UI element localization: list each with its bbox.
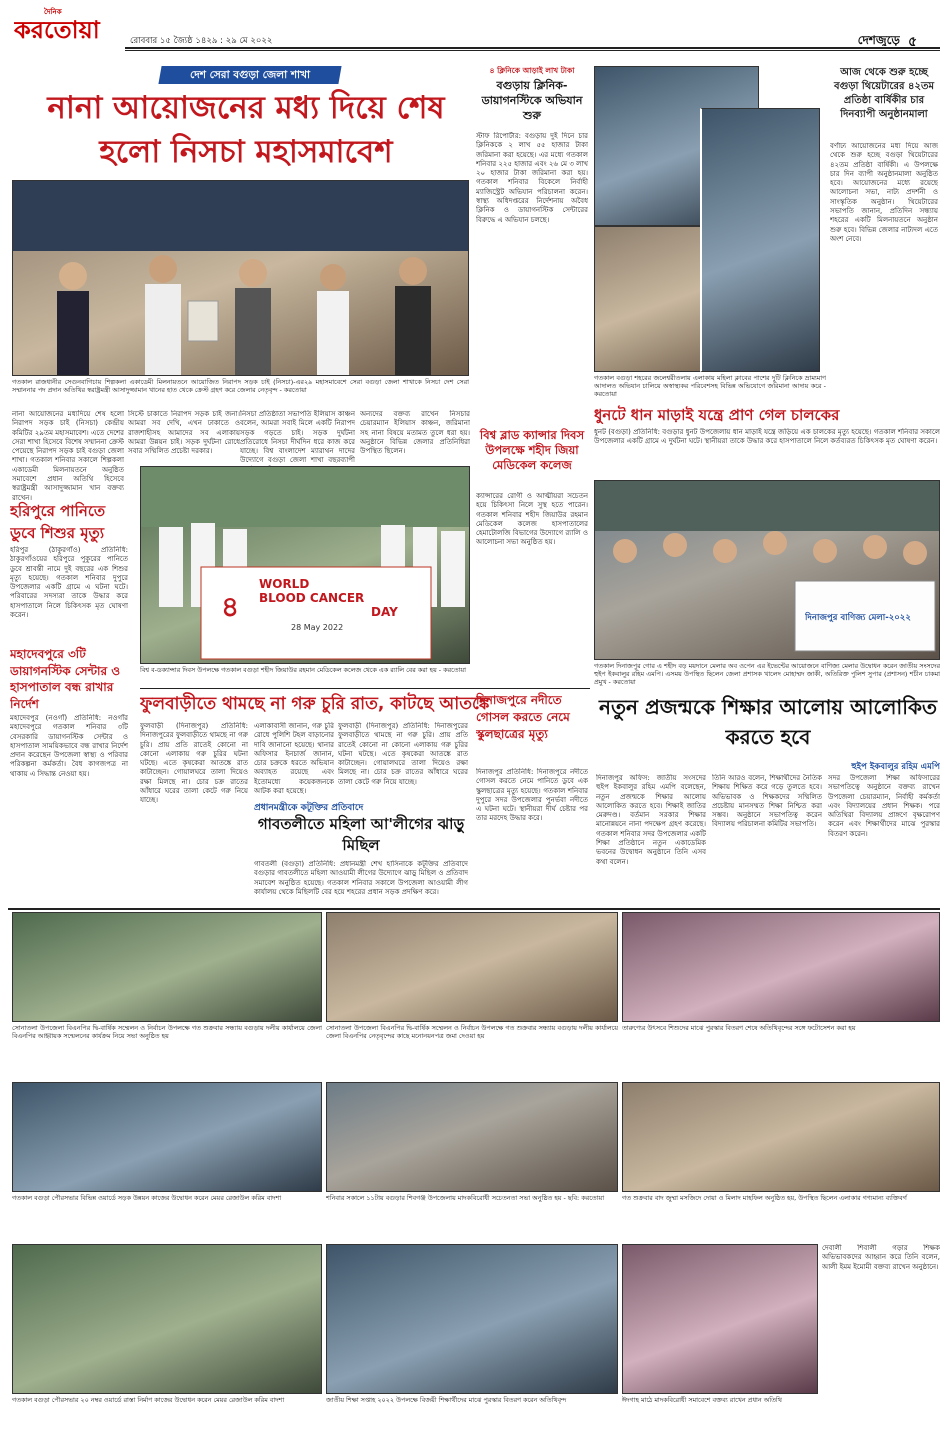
lead-photo-figures [13, 181, 469, 376]
lead-body-col2: সিস্টে চাকাতে নিরাপদ সড়ক চাই জনা। আমরা সব দেখি, এখন ঢাকাতে ও রাজশাহীসহ আমাদের সব এলাকায় আমরা উন্নয়ন চাই। সড়ক দুর্ঘটনা রোধে সবার সম্মিলিত প্রচেষ্টা দরকার। [128, 410, 240, 456]
trade-fair-banner: দিনাজপুর বাণিজ্য মেলা-২০২২ [805, 613, 911, 623]
iqbal-body-1: দিনাজপুর অফিস: জাতীয় সংসদের হুইপ ইকবালুর রহিম এমপি বলেছেন, নতুন প্রজন্মকে শিক্ষার আলোয় আলোকিত করতে হবে। শিক্ষাই জাতির মেরুদণ্ড। বর্তমান সরকার শিক্ষার মানোন্নয়নে নানা পদক্ষেপ গ্রহণ করেছে। গতকাল শনিবার সদর উপজেলার একটি শিক্ষা প্রতিষ্ঠানে নতুন একাডেমিক ভবনের উদ্বোধন অনুষ্ঠানে তিনি এসব কথা বলেন। [596, 774, 706, 866]
trade-fair-figures [595, 481, 940, 660]
cancer-rally-photo [140, 466, 470, 664]
iqbal-body-2: তিনি আরও বলেন, শিক্ষার্থীদের নৈতিক শিক্ষায় শিক্ষিত করে গড়ে তুলতে হবে। অভিভাবক ও শিক্ষকদের সম্মিলিত প্রচেষ্টায় মানসম্মত শিক্ষা নিশ্চিত করা সম্ভব। অনুষ্ঠানে সভাপতিত্ব করেন বিদ্যালয় পরিচালনা কমিটির সভাপতি। [712, 774, 822, 829]
grid-caption-3: তারুণ্যের উৎসবে শিশুদের মাঝে পুরস্কার বিতরণ শেষে অতিথিবৃন্দের সঙ্গে ফটোসেশন করা হয় [622, 1024, 856, 1032]
grid-photo-8 [326, 1244, 618, 1394]
grid-photo-3 [622, 912, 940, 1022]
grid-caption-7: গতকাল বগুড়া পৌরসভার ২০ নম্বর ওয়ার্ডে রাস্তা নির্মাণ কাজের উদ্বোধন করেন মেয়র রেজাউল করিম বাদশা [12, 1396, 285, 1404]
clinic-kicker: ৪ ক্লিনিকে আড়াই লাখ টাকা [489, 66, 575, 75]
lead-body-right: অন্যদের বক্তব্য রাখেন নিসচার চেয়ারম্যান ইলিয়াস কাঞ্চন, জরিমানা সহ নানা বিষয়ে মতামত তুলে ধরা হয়। অনুষ্ঠানে বিভিন্ন জেলার প্রতিনিধিরা উপস্থিত ছিলেন। [360, 410, 470, 456]
gabtali-body: গাবতলী (বগুড়া) প্রতিনিধি: প্রধানমন্ত্রী শেখ হাসিনাকে কটূক্তির প্রতিবাদে বগুড়ার গাবতলীতে মহিলা আওয়ামী লীগের উদ্যোগে ঝাড়ু মিছিল ও প্রতিবাদ সমাবেশ অনুষ্ঠিত হয়েছে। গতকাল শনিবার সকালে উপজেলা আওয়ামী লীগ কার্যালয় থেকে মিছিলটি বের হয়ে শহরের প্রধান সড়ক প্রদক্ষিণ করে। [254, 860, 468, 896]
dinajpur-drown-body: দিনাজপুর প্রতিনিধি: দিনাজপুরে নদীতে গোসল করতে নেমে পানিতে ডুবে এক স্কুলছাত্রের মৃত্যু হয়েছে। গতকাল শনিবার দুপুরে সদর উপজেলার পুনর্ভবা নদীতে এ ঘটনা ঘটে। স্থানীয়রা দীর্ঘ চেষ্টার পর তার মরদেহ উদ্ধার করে। [476, 768, 588, 823]
section-divider-1 [140, 688, 590, 689]
grid-photo-4 [12, 1082, 322, 1192]
grid-caption-1: সোনাতলা উপজেলা বিএনপির দ্বি-বার্ষিক সম্মেলন ও নির্বাচন উপলক্ষে গত শুক্রবার সন্ধ্যায় বগুড়ায় দলীয় কার্যালয়ে জেলা বিএনপির আহ্বায়ক সন্মেলনের কার্যক্রম নিয়ে সভা অনুষ্ঠিত হয় [12, 1024, 322, 1041]
masthead-rule [125, 47, 940, 49]
logo-small-text: দৈনিক [44, 8, 62, 16]
grid-photo-2 [326, 912, 618, 1022]
grid-photo-6 [622, 1082, 940, 1192]
clinic-raid-caption: গতকাল বগুড়া শহরের জলেশ্বরীতলায় এলাকায় মহিলা ক্লাবের পাশের দুটি ক্লিনিকে ভ্রাম্যমাণ আদালত অভিযান চালিয়ে অস্বাস্থ্যকর পরিবেশসহ বিভিন্ন অভিযোগে জরিমানা আদায় করে - করতোয়া [594, 374, 826, 399]
lead-photo [12, 180, 469, 376]
cancer-banner-word1: WORLD [259, 577, 310, 591]
dinajpur-drown-headline: দিনাজপুরে নদীতে গোসল করতে নেমে স্কুলছাত্রের মৃত্যু [476, 693, 570, 741]
fulbari-body-3: ফুলবাড়ী (দিনাজপুর) প্রতিনিধি: দিনাজপুরের ফুলবাড়ীতে থামছে না গরু চুরি। প্রায় প্রতি রাতেই কোনো না কোনো এলাকায় গরু চুরির ঘটনা ঘটছে। এতে কৃষকেরা আতঙ্কে রাত কাটাচ্ছেন। গোয়ালঘরে তালা দিয়েও রক্ষা মিলছে না। চোর চক্র রাতের আঁধারে ঘরের তালা কেটে গরু নিয়ে যাচ্ছে। [338, 722, 468, 786]
mahadevpur-body: মহাদেবপুর (নওগাঁ) প্রতিনিধি: নওগাঁর মহাদেবপুরে গতকাল শনিবার ৩টি বেসরকারি ডায়াগনস্টিক সেন্টার ও হাসপাতাল সাময়িকভাবে বন্ধ রাখার নির্দেশ প্রদান করেছেন উপজেলা স্বাস্থ্য ও পরিবার পরিকল্পনা কর্মকর্তা। বৈধ কাগজপত্র না থাকায় এ সিদ্ধান্ত নেওয়া হয়। [10, 714, 128, 778]
trade-fair-photo [594, 480, 940, 660]
blood-day-body: ক্যান্সারের রোগী ও আত্মীয়রা সচেতন হয়ে চিকিৎসা নিলে সুস্থ হতে পারেন। গতকাল শনিবার শহীদ জিয়াউর রহমান মেডিকেল কলেজ হাসপাতালের হেমাটোলজি বিভাগের উদ্যোগে র‌্যালি ও আলোচনা সভা অনুষ্ঠিত হয়। [476, 492, 588, 547]
thresher-headline: ধুনটে ধান মাড়াই যন্ত্রে প্রাণ গেল চালকের [594, 406, 840, 424]
fulbari-body-1: ফুলবাড়ী (দিনাজপুর) প্রতিনিধি: দিনাজপুরের ফুলবাড়ীতে থামছে না গরু চুরি। প্রায় প্রতি রাতেই কোনো না কোনো এলাকায় গরু চুরির ঘটনা ঘটছে। এতে কৃষকেরা আতঙ্কে রাত কাটাচ্ছেন। গোয়ালঘরে তালা দিয়েও রক্ষা মিলছে না। চোর চক্র রাতের আঁধারে ঘরের তালা কেটে গরু নিয়ে যাচ্ছে। [140, 722, 248, 805]
grid-caption-5: শনিবার সকালে ১১টায় বগুড়ার শিবগঞ্জ উপজেলায় মাদকবিরোধী সচেতনতা সভা অনুষ্ঠিত হয় - ছবি: করতোয়া [326, 1194, 605, 1202]
issue-date: রোববার ১৫ জ্যৈষ্ঠ ১৪২৯ : ২৯ মে ২০২২ [130, 36, 273, 46]
lead-banner [158, 66, 341, 84]
lead-headline: নানা আয়োজনের মধ্য দিয়ে শেষ হলো নিসচা মহাসমাবেশ [47, 90, 445, 170]
harpur-headline: হরিপুরে পানিতে ডুবে শিশুর মৃত্যু [10, 502, 106, 542]
grid-caption-9: ঈদগাহ মাঠে মাদকবিরোধী সমাবেশে বক্তব্য রাখেন প্রধান অতিথি [622, 1396, 782, 1404]
gabtali-headline: গাবতলীতে মহিলা আ'লীগের ঝাড়ু মিছিল [257, 815, 465, 854]
grid-caption-2: সোনাতলা উপজেলা বিএনপির দ্বি-বার্ষিক সম্মেলন ও নির্বাচন উপলক্ষে গত শুক্রবার সন্ধ্যায় বগুড়ায় দলীয় কার্যালয়ে জেলা বিএনপির নেতৃবৃন্দের কাছে মনোনয়নপত্র জমা দেওয়া হয় [326, 1024, 618, 1041]
theatre-headline: আজ থেকে শুরু হচ্ছে বগুড়া থিয়েটারের ৪২তম প্রতিষ্ঠা বার্ষিকীর চার দিনব্যাপী অনুষ্ঠানমালা [833, 67, 935, 120]
masthead-rule-2 [125, 50, 940, 51]
section-name: দেশজুড়ে [857, 33, 900, 46]
cancer-banner-number: ৪ [221, 590, 240, 623]
grid-caption-4: গতকাল বগুড়া পৌরসভার বিভিন্ন ওয়ার্ডে সড়ক উন্নয়ন কাজের উদ্বোধন করেন মেয়র রেজাউল করিম বাদশা [12, 1194, 282, 1202]
thresher-body: ধুনট (বগুড়া) প্রতিনিধি: বগুড়ার ধুনট উপজেলায় ধান মাড়াই যন্ত্রে জড়িয়ে এক চালকের মৃত্যু হয়েছে। গতকাল শনিবার সকালে উপজেলার একটি গ্রামে এ দুর্ঘটনা ঘটে। স্থানীয়রা তাকে উদ্ধার করে হাসপাতালে নিলে কর্তব্যরত চিকিৎসক মৃত ঘোষণা করেন। [594, 428, 940, 446]
cancer-banner-word2: BLOOD CANCER [259, 591, 365, 605]
logo-text: করতোয়া [14, 15, 100, 44]
cancer-banner-date: 28 May 2022 [291, 623, 344, 632]
page-number: ৫ [908, 34, 918, 46]
grid-caption-8: জাতীয় শিক্ষা সপ্তাহ ২০২২ উপলক্ষে বিজয়ী শিক্ষার্থীদের মাঝে পুরস্কার বিতরণ করেন অতিথিবৃন্দ [326, 1396, 567, 1404]
photo-grid-divider [8, 908, 940, 910]
lead-banner-text: দেশ সেরা বগুড়া জেলা শাখা [189, 69, 311, 81]
cancer-rally-caption: বিশ্ব ব-ডক্যান্সার দিবস উপলক্ষে গতকাল বগুড়া শহীদ জিয়াউর রহমান মেডিকেল কলেজ থেকে এক র‌্যালি বের করা হয় - করতোয়া [140, 666, 466, 674]
clinic-raid-photo-3 [700, 108, 820, 372]
harpur-body: হরিপুর (ঠাকুরগাঁও) প্রতিনিধি: ঠাকুরগাঁওয়ের হরিপুরে পুকুরের পানিতে ডুবে শ্রাবন্তী নামে দুই বছরের এক শিশুর মৃত্যু হয়েছে। গতকাল শনিবার দুপুরে উপজেলার একটি গ্রামে এ ঘটনা ঘটে। পরিবারের সদস্যরা তাকে উদ্ধার করে হাসপাতালে নিলে চিকিৎসক মৃত ঘোষণা করেন। [10, 546, 128, 620]
grid-photo-1 [12, 912, 322, 1022]
fulbari-body-2: এলাকাবাসী জানান, গরু চুরি রোধে পুলিশি টহল বাড়ানোর দাবি জানানো হয়েছে। থানার অফিসার ইনচার্জ জানান, চোর চক্রকে ধরতে অভিযান অব্যাহত রয়েছে এবং ইতোমধ্যে কয়েকজনকে আটক করা হয়েছে। [254, 722, 334, 796]
bottom-right-text: দেবালী শিবালী গড়ার শিক্ষক অভিভাবকদের আহ্বান করে তিনি বলেন, আলী ইমম ইমোমী বক্তব্য রাখেন অনুষ্ঠানে। [822, 1244, 940, 1271]
iqbal-byline: হুইপ ইকবালুর রহিম এমপি [851, 762, 940, 772]
trade-fair-caption: গতকাল দিনাজপুর গোর এ শহীদ বড় ময়দানে মেলার অব ওপেন এর ইভেন্টের আয়োজনে বাণিজ্য মেলার উদ্বোধন করেন জাতীয় সংসদের হুইপ ইকবালুর রহিম এমপি। এসময় উপস্থিত ছিলেন জেলা প্রশাসক খালেদ মোহাম্মদ জাকী, অতিরিক্ত পুলিশ সুপার (প্রশাসন) শচীন চাকমা প্রমুখ - করতোয়া [594, 662, 940, 687]
gabtali-kicker: প্রধানমন্ত্রীকে কটূক্তির প্রতিবাদে [254, 803, 364, 812]
iqbal-headline: নতুন প্রজন্মকে শিক্ষার আলোয় আলোকিত করতে হবে [599, 695, 937, 749]
theatre-body: বর্ণাঢ্য আয়োজনের মধ্য দিয়ে আজ থেকে শুরু হচ্ছে বগুড়া থিয়েটারের ৪২তম প্রতিষ্ঠা বার্ষিকী। এ উপলক্ষে চার দিন ব্যাপী অনুষ্ঠানমালা অনুষ্ঠিত হবে। আয়োজনের মধ্যে রয়েছে আলোচনা সভা, নাট্য প্রদর্শনী ও সাংস্কৃতিক অনুষ্ঠান। থিয়েটারের সভাপতি জানান, প্রতিদিন সন্ধ্যায় শহরের একটি মিলনায়তনে অনুষ্ঠান শুরু হবে। বিভিন্ন জেলার নাট্যদল এতে অংশ নেবে। [830, 142, 938, 243]
lead-body-col1: নানা আয়োজনের মধ্যদিয়ে শেষ হলো নিরাপদ সড়ক চাই (নিসচা) কেন্দ্রীয় কমিটির ২৯তম মহাসমাবেশ। এতে দেশের সেরা শাখা হিসেবে বিশেষ সম্মাননা ক্রেস্ট পেয়েছে নিরাপদ সড়ক চাই বগুড়া জেলা শাখা। গতকাল শনিবার সকালে শিল্পকলা একাডেমী মিলনায়তনে অনুষ্ঠিত সমাবেশে প্রধান অতিথি হিসেবে স্বরাষ্ট্রমন্ত্রী আসাদুজ্জামান খান বক্তব্য রাখেন। [12, 410, 124, 502]
grid-caption-6: গত শুক্রবার বাদ জুম্মা মসজিদে দোয়া ও মিলাদ মাহফিল অনুষ্ঠিত হয়, উপস্থিত ছিলেন এলাকার গণ্যমান্য ব্যক্তিবর্গ [622, 1194, 907, 1202]
blood-day-headline: বিশ্ব ব্লাড ক্যান্সার দিবস উপলক্ষে শহীদ জিয়া মেডিকেল কলেজ [479, 428, 585, 472]
grid-photo-9 [622, 1244, 818, 1394]
newspaper-logo [14, 2, 124, 44]
fulbari-headline: ফুলবাড়ীতে থামছে না গরু চুরি রাত, কাটছে আতঙ্কে [140, 694, 490, 714]
grid-photo-7 [12, 1244, 322, 1394]
lead-photo-caption: গতকাল রাজধানীর সেগুনবাগিচায় শিল্পকলা একাডেমী মিলনায়তনে আয়োজিত নিরাপদ সড়ক চাই (নিসচা)-এর২৯ মহাসমাবেশে সেরা বগুড়া জেলা শাখাকে নিসচা দেশ সেরা সম্মাননার পদ প্রদান অতিথির স্বরাষ্ট্রমন্ত্রী আসাদুজ্জামান খানের হাত থেকে ক্রেস্ট গ্রহণ করে জেলার নেতৃবৃন্দ - করতোয়া [12, 378, 469, 395]
grid-photo-5 [326, 1082, 618, 1192]
clinic-body: স্টাফ রিপোর্টার: বগুড়ায় দুই দিনে চার ক্লিনিককে ২ লাখ ৫৫ হাজার টাকা জরিমানা করা হয়েছে। এর মধ্যে গতকাল শনিবার ২২৫ হাজার এবং ২৬ মে ৩ লাখ ২০ হাজার টাকা জরিমানা করা হয়। গতকাল শনিবার বিকেলে নির্বাহী ম্যাজিস্ট্রেট অভিযান পরিচালনা করেন। স্বাস্থ্য অধিদপ্তরের নির্দেশনায় অবৈধ ক্লিনিক ও ডায়াগনস্টিক সেন্টারের বিরুদ্ধে এ অভিযান চলছে। [476, 132, 588, 224]
lead-body-col4: নিসচা প্রতিষ্ঠাতা সভাপতি ইলিয়াস কাঞ্চন বলেন, আমরা সবাই মিলে একটি নিরাপদ সড়ক গড়তে চাই। সড়ক দুর্ঘটনা প্রতিরোধে নিসচা দীর্ঘদিন ধরে কাজ করে যাচ্ছে। বিশ্ব বাংলাদেশ ম্যারাথন দাদের উদ্যোগে বগুড়া জেলা শাখা বছরব্যাপী [240, 410, 355, 465]
mahadevpur-headline: মহাদেবপুরে ৩টি ডায়াগনস্টিক সেন্টার ও হাসপাতাল বন্ধ রাখার নির্দেশ [10, 647, 121, 711]
cancer-banner-word3: DAY [371, 605, 398, 619]
clinic-headline: বগুড়ায় ক্লিনিক-ডায়াগনস্টিকে অভিযান শুরু [481, 79, 583, 122]
iqbal-body-3: সদর উপজেলা শিক্ষা অফিসারের সভাপতিত্বে অনুষ্ঠানে বক্তব্য রাখেন উপজেলা চেয়ারম্যান, নির্বাহী কর্মকর্তা এবং বিদ্যালয়ের প্রধান শিক্ষক। পরে অতিথিরা বিদ্যালয় প্রাঙ্গণে বৃক্ষরোপণ করেন এবং শিক্ষার্থীদের মাঝে পুরস্কার বিতরণ করেন। [828, 774, 940, 838]
masthead [0, 0, 945, 62]
